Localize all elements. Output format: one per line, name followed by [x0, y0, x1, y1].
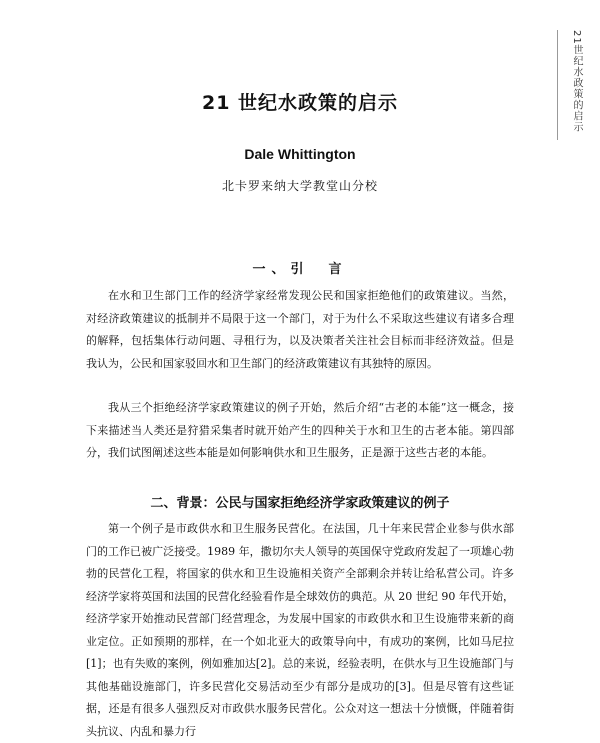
body-paragraph: 我从三个拒绝经济学家政策建议的例子开始，然后介绍“古老的本能”这一概念，接下来描述当人类还是狩猎采集者时就开始产生的四种关于水和卫生的古老本能。第四部分，我们试图阐述这些本能是如何影响供水和卫生服务，正是源于这些古老的本能。 [86, 401, 514, 459]
margin-rule [557, 30, 558, 140]
author-name: Dale Whittington [244, 146, 356, 162]
author-affiliation: 北卡罗来纳大学教堂山分校 [221, 179, 378, 193]
article-title: 21 世纪水政策的启示 [201, 92, 399, 114]
running-header: 21世纪水政策的启示 [571, 30, 582, 133]
section-heading-introduction: 一、引 言 [252, 262, 348, 277]
body-paragraph: 第一个例子是市政供水和卫生服务民营化。在法国，几十年来民营企业参与供水部门的工作已被广泛接受。1989 年，撒切尔夫人领导的英国保守党政府发起了一项雄心勃勃的民营化工程，将国家的供水和卫生设施相关资产全部剩余并转让给私营公司。许多经济学家将英国和法国的民营化经验看作是全球效仿的典范。从 20 世纪 90 年代开始，经济学家开始推动民营部门经营理念，为发展中国家的市政供水和卫生设施带来新的商业定位。正如预期的那样，在一个如北亚大的政策导向中，有成功的案例，比如马尼拉[1]；也有失败的案例，例如雅加达[2]。总的来说，经验表明，在供水与卫生设施部门与其他基础设施部门，许多民营化交易活动至少有部分是成功的[3]。但是尽管有这些证据，还是有很多人强烈反对市政供水服务民营化。公众对这一想法十分愤慨，伴随着街头抗议、内乱和暴力行 [86, 522, 514, 738]
section-heading-background: 二、背景：公民与国家拒绝经济学家政策建议的例子 [150, 496, 450, 511]
body-paragraph: 在水和卫生部门工作的经济学家经常发现公民和国家拒绝他们的政策建议。当然，对经济政策建议的抵制并不局限于这一个部门，对于为什么不采取这些建议有诸多合理的解释，包括集体行动问题、寻租行为，以及决策者关注社会目标而非经济效益。但是我认为，公民和国家驳回水和卫生部门的经济政策建议有其独特的原因。 [86, 289, 514, 370]
